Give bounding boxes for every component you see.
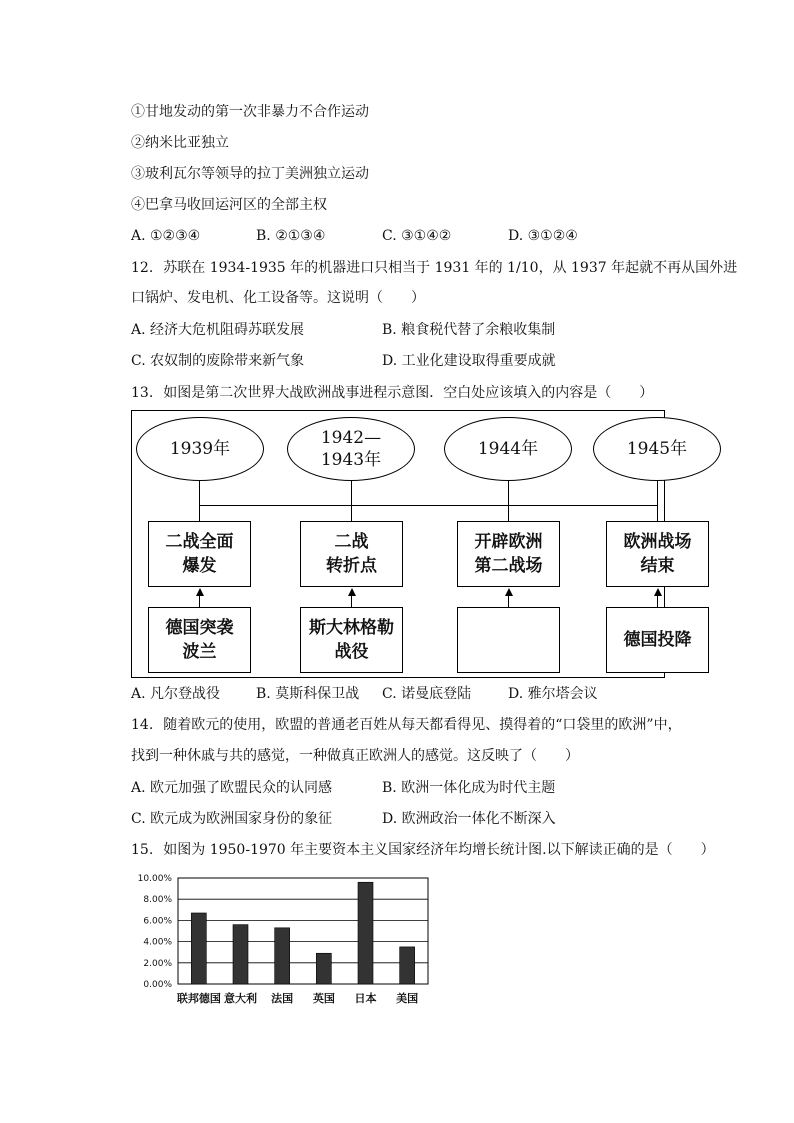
arrow-up-icon <box>196 588 204 596</box>
bar <box>191 913 206 984</box>
event-box-turning-point: 二战 转折点 <box>300 521 403 587</box>
cause-box-poland: 德国突袭 波兰 <box>148 607 251 673</box>
y-tick-label: 6.00% <box>143 916 172 927</box>
q13-option-c[interactable]: C. 诺曼底登陆 <box>382 686 472 702</box>
y-tick-label: 10.00% <box>137 874 172 884</box>
q14-option-c[interactable]: C. 欧元成为欧洲国家身份的象征 <box>131 811 333 827</box>
ww2-europe-diagram <box>131 410 692 678</box>
event-box-war-end: 欧洲战场 结束 <box>606 521 709 587</box>
q13-stem <box>131 383 653 403</box>
q15-stem <box>131 840 715 860</box>
year-ellipse-1939: 1939年 <box>136 417 264 481</box>
y-tick-label: 4.00% <box>143 937 172 948</box>
q14-text: 随着欧元的使用，欧盟的普通老百姓从每天都看得见、摸得着的“口袋里的欧洲”中， <box>163 717 682 733</box>
bar <box>275 928 290 984</box>
event-box-second-front: 开辟欧洲 第二战场 <box>457 521 560 587</box>
y-tick-label: 0.00% <box>143 980 172 990</box>
q12-option-a[interactable]: A. 经济大危机阻碍苏联发展 <box>131 322 305 338</box>
q14-stem-line1 <box>131 715 682 735</box>
q15-number: 15. <box>131 842 154 858</box>
q14-option-b[interactable]: B. 欧洲一体化成为时代主题 <box>382 780 556 796</box>
year-ellipse-1944: 1944年 <box>444 417 572 481</box>
q14-number: 14. <box>131 717 154 733</box>
y-tick-label: 2.00% <box>143 958 172 969</box>
connector-2 <box>351 480 352 521</box>
q12-option-d[interactable]: D. 工业化建设取得重要成就 <box>382 353 556 369</box>
bar <box>233 925 248 984</box>
q14-option-a[interactable]: A. 欧元加强了欧盟民众的认同感 <box>131 780 333 796</box>
q12-option-c[interactable]: C. 农奴制的废除带来新气象 <box>131 353 305 369</box>
event-box-war-outbreak: 二战全面 爆发 <box>148 521 251 587</box>
connector-1 <box>199 480 200 521</box>
arrow-up-icon <box>654 588 662 596</box>
statement-1: ①甘地发动的第一次非暴力不合作运动 <box>131 104 369 120</box>
q13-option-d[interactable]: D. 雅尔塔会议 <box>508 686 598 702</box>
arrow-shaft-4 <box>657 595 658 607</box>
x-category-label: 法国 <box>271 992 294 1005</box>
q12-stem-line2: 口锅炉、发电机、化工设备等。这说明（ ） <box>131 290 425 306</box>
q14-option-d[interactable]: D. 欧洲政治一体化不断深入 <box>382 811 556 827</box>
q12-option-b[interactable]: B. 粮食税代替了余粮收集制 <box>382 322 556 338</box>
x-category-label: 联邦德国 <box>176 992 221 1005</box>
x-category-label: 美国 <box>396 992 419 1005</box>
q13-number: 13. <box>131 385 154 401</box>
timeline-connector <box>199 505 657 506</box>
q12-text: 苏联在 1934-1935 年的机器进口只相当于 1931 年的 1/10，从 1937 年起就不再从国外进 <box>163 260 738 276</box>
connector-4 <box>657 480 658 521</box>
x-category-label: 意大利 <box>224 992 257 1005</box>
arrow-shaft-2 <box>351 595 352 607</box>
bar <box>316 953 331 984</box>
connector-3 <box>508 480 509 521</box>
x-category-label: 英国 <box>312 992 335 1005</box>
bar <box>400 947 415 984</box>
plot-frame <box>178 878 428 984</box>
statement-4: ④巴拿马收回运河区的全部主权 <box>131 197 327 213</box>
arrow-up-icon <box>348 588 356 596</box>
x-category-label: 日本 <box>354 992 377 1005</box>
q11-option-b[interactable]: B. ②①③④ <box>256 228 326 244</box>
q11-option-c[interactable]: C. ③①④② <box>382 228 452 244</box>
statement-2: ②纳米比亚独立 <box>131 135 229 151</box>
statement-3: ③玻利瓦尔等领导的拉丁美洲独立运动 <box>131 166 369 182</box>
q15-text: 如图为 1950-1970 年主要资本主义国家经济年均增长统计图.以下解读正确的是（ ） <box>163 842 715 858</box>
arrow-shaft-3 <box>508 595 509 607</box>
year-ellipse-1942-1943: 1942— 1943年 <box>287 417 415 481</box>
arrow-shaft-1 <box>199 595 200 607</box>
cause-box-surrender: 德国投降 <box>606 607 709 673</box>
q13-option-a[interactable]: A. 凡尔登战役 <box>131 686 221 702</box>
q13-text: 如图是第二次世界大战欧洲战事进程示意图．空白处应该填入的内容是（ ） <box>163 385 654 401</box>
q13-option-b[interactable]: B. 莫斯科保卫战 <box>256 686 360 702</box>
cause-box-stalingrad: 斯大林格勒 战役 <box>300 607 403 673</box>
q12-number: 12. <box>131 260 154 276</box>
arrow-up-icon <box>505 588 513 596</box>
q12-stem-line1 <box>131 258 737 278</box>
bar <box>358 882 373 984</box>
y-tick-label: 8.00% <box>143 895 172 906</box>
year-ellipse-1945: 1945年 <box>593 417 721 481</box>
growth-bar-chart <box>126 868 436 1010</box>
q11-option-a[interactable]: A. ①②③④ <box>131 228 201 244</box>
cause-box-blank[interactable] <box>457 607 560 673</box>
q11-option-d[interactable]: D. ③①②④ <box>508 228 578 244</box>
q14-stem-line2: 找到一种休戚与共的感觉，一种做真正欧洲人的感觉。这反映了（ ） <box>131 748 579 764</box>
